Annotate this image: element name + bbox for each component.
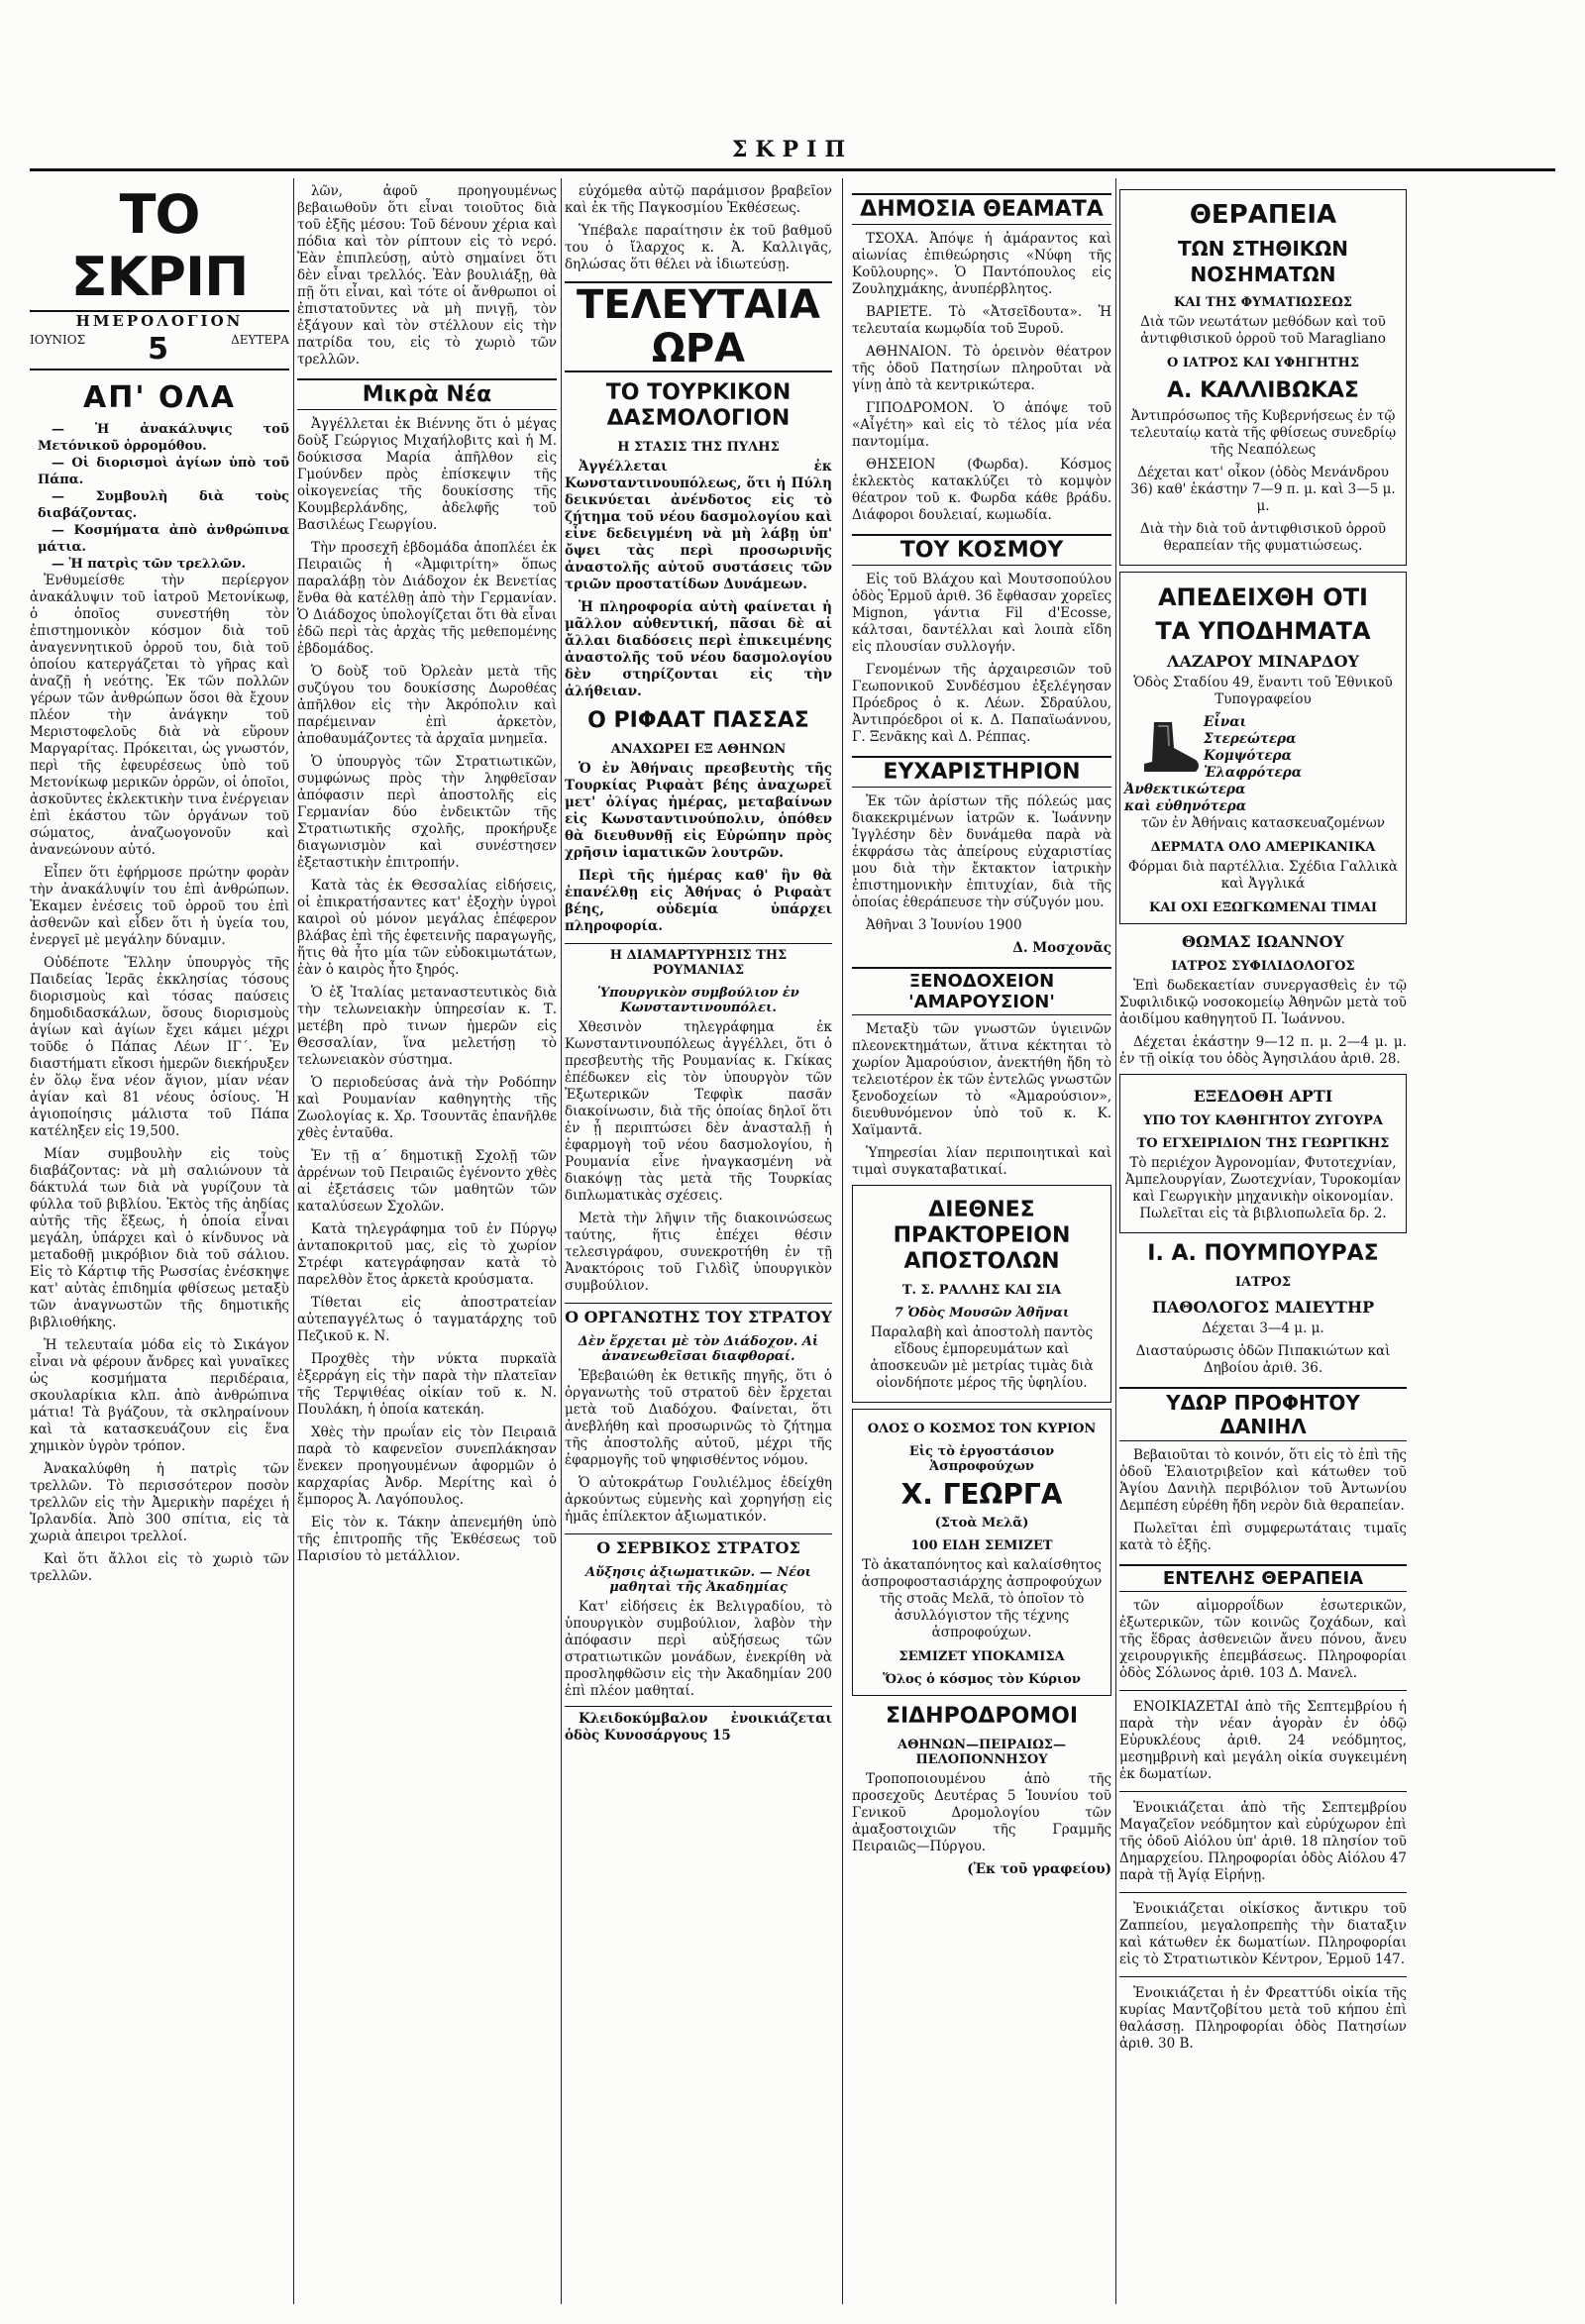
subheadline: ΑΘΗΝΩΝ—ΠΕΙΡΑΙΩΣ—ΠΕΛΟΠΟΝΝΗΣΟΥ xyxy=(897,1738,1066,1767)
letter-date: Ἀθῆναι 3 Ἰουνίου 1900 xyxy=(866,917,1022,933)
column-3 xyxy=(565,183,832,2304)
ad-box xyxy=(1119,189,1407,566)
article-paragraph: Ἐβεβαιώθη ἐκ θετικῆς πηγῆς, ὅτι ὁ ὀργανωτὴς τοῦ στρατοῦ δὲν ἔρχεται μετὰ τοῦ Διαδόχου. Φαίνεται, ὅτι ἀνεβλήθη καὶ προσωρινῶς τὸ ζήτημα τῆς ἀποστολῆς αὐτοῦ, μέχρι τῆς ἐφαρμογῆς τοῦ ψηφισθέντος νόμου. xyxy=(565,1368,832,1468)
ad-title: ΥΔΩΡ ΠΡΟΦΗΤΟΥ ΔΑΝΙΗΛ xyxy=(1119,1387,1407,1441)
ad-title: ΤΩΝ ΣΤΗΘΙΚΩΝ ΝΟΣΗΜΑΤΩΝ xyxy=(1177,237,1349,286)
ad-box xyxy=(1119,572,1407,924)
article-paragraph: Εἶπεν ὅτι ἐφήρμοσε πρώτην φορὰν τὴν ἀνακάλυψίν του ἐπὶ ἀνθρώπων. Ἐκαμεν ἐνέσεις τοῦ ὀρροῦ του ἐπὶ ἀσθενῶν καὶ εἶδεν ὅτι ἡ ὑγεία του, ἐνεργεῖ μὲ μεγάλην δύναμιν. xyxy=(30,865,289,948)
news-item: Ὁ δοὺξ τοῦ Ὀρλεὰν μετὰ τῆς συζύγου του δουκίσσης Δωροθέας ἀπῆλθον εἰς τὴν Ἀκρόπολιν καὶ παρέμειναν ἐπὶ ἀρκετὸν, ἀποθαυμάζοντες τὰ ἀρχαῖα μνημεῖα. xyxy=(297,664,557,747)
article-paragraph: Ὑπέβαλε παραίτησιν ἐκ τοῦ βαθμοῦ του ὁ ἴλαρχος κ. Ἀ. Καλλιγᾶς, δηλώσας ὅτι θέλει νὰ ἰδιωτεύσῃ. xyxy=(565,223,832,272)
ad-feature: Στερεώτερα xyxy=(1204,731,1297,747)
headline: Ο ΟΡΓΑΝΩΤΗΣ ΤΟΥ ΣΤΡΑΤΟΥ xyxy=(565,1303,832,1326)
headline: ΤΕΛΕΥΤΑΙΑ ΩΡΑ xyxy=(565,281,832,372)
ad-text: τῶν ἐν Ἀθήναις κατασκευαζομένων xyxy=(1141,815,1385,831)
running-title: ΣΚΡΙΠ xyxy=(731,137,854,162)
classified: Ἐνοικιάζεται οἰκίσκος ἄντικρυ τοῦ Ζαππείου, μεγαλοπρεπὴς τὴν διαταξιν καὶ κάτωθεν ἐκ δωματίων. Πληροφορίαι εἰς τὸ Στρατιωτικὸν Κέντρον, Ἑρμοῦ 147. xyxy=(1119,1901,1407,1967)
column-rule xyxy=(1115,178,1116,2304)
bullet: — Κοσμήματα ἀπὸ ἀνθρώπινα μάτια. xyxy=(38,523,289,555)
classified-note: Κλειδοκύμβαλον ἐνοικιάζεται ὁδὸς Κυνοσάργους 15 xyxy=(565,1706,832,1744)
article-paragraph: Μίαν συμβουλὴν εἰς τοὺς διαβάζοντας: νὰ μὴ σαλιώνουν τὰ δάκτυλά των διὰ νὰ γυρίζουν τὰ φύλλα τοῦ βιβλίου. Ἐκτὸς τῆς ἀηδίας αὐτῆς τῆς ἕξεως, ἡ ὁποία εἶναι μεγάλη, ὑπάρχει καὶ ὁ κίνδυνος νὰ μεταδοθῇ μικρόβιον διὰ τοῦ σάλιου. Εἰς τὸ Κάρτιφ τῆς Ρωσσίας ἐνέσκηψε κατ' αὐτὰς ἐπιδημία φθίσεως μεταξὺ τῶν ἀναγνωστῶν τῆς δημοτικῆς βιβλιοθήκης. xyxy=(30,1146,289,1330)
ad-text: Δέχεται κατ' οἶκον (ὁδὸς Μενάνδρου 36) καθ' ἑκάστην 7—9 π. μ. καὶ 3—5 μ. μ. xyxy=(1130,465,1396,514)
news-item: Τίθεται εἰς ἀποστρατείαν αὐτεπαγγέλτως ὁ ταγματάρχης τοῦ Πεζικοῦ κ. Ν. xyxy=(297,1295,557,1344)
subheadline: Αὔξησις ἀξιωματικῶν. — Νέοι μαθηταὶ τῆς Ἀκαδημίας xyxy=(585,1565,811,1595)
ad-subtitle: Εἰς τὸ ἐργοστάσιον Ἀσπροφούχων xyxy=(908,1444,1055,1474)
notice: Τροποποιουμένου ἀπὸ τῆς προσεχοῦς Δευτέρας 5 Ἰουνίου τοῦ Γενικοῦ Δρομολογίου τῶν ἀμαξοστοιχιῶν τῆς Γραμμῆς Πειραιῶς—Πύργου. xyxy=(852,1771,1111,1854)
ad-text: Ὑπηρεσίαι λίαν περιποιητικαὶ καὶ τιμαὶ συγκαταβατικαί. xyxy=(852,1145,1111,1178)
news-item: Κατὰ τηλεγράφημα τοῦ ἐν Πύργῳ ἀνταποκριτοῦ μας, εἰς τὸ χωρίον Στρέφι κατεγράφησαν κατὰ τὸ παρελθὸν ἔτος ἀρκετὰ κρούσματα. xyxy=(297,1221,557,1288)
ad-title: ΕΝΤΕΛΗΣ ΘΕΡΑΠΕΙΑ xyxy=(1119,1564,1407,1592)
column-1 xyxy=(30,183,289,2304)
top-rule xyxy=(30,168,1555,171)
ad-text: Ἀντιπρόσωπος τῆς Κυβερνήσεως ἐν τῷ τελευταίῳ κατὰ τῆς φθίσεως συνεδρίῳ τῆς Νεαπόλεως xyxy=(1129,408,1397,458)
ad-title: ΘΩΜΑΣ ΙΩΑΝΝΟΥ xyxy=(1182,932,1344,951)
ad-text: Διὰ τὴν διὰ τοῦ ἀντιφθισικοῦ ὀρροῦ θεραπείαν τῆς φυματιώσεως. xyxy=(1139,521,1387,554)
ad-name: ΛΑΖΑΡΟΥ ΜΙΝΑΡΔΟΥ xyxy=(1167,652,1359,671)
headline: Ο ΣΕΡΒΙΚΟΣ ΣΤΡΑΤΟΣ xyxy=(565,1533,832,1557)
masthead-subtitle: ΗΜΕΡΟΛΟΓΙΟΝ xyxy=(75,312,244,330)
bullet: — Ἡ πατρὶς τῶν τρελλῶν. xyxy=(52,557,247,572)
ad-title: ΘΕΡΑΠΕΙΑ xyxy=(1189,200,1337,230)
listing: ΒΑΡΙΕΤΕ. Τὸ «Ἀτσεῖδουτα». Ἡ τελευταία κωμῳδία τοῦ Ξυροῦ. xyxy=(852,304,1111,337)
ad-tagline: Ὅλος ὁ κόσμος τὸν Κύριον xyxy=(883,1672,1081,1687)
column-rule xyxy=(293,178,294,2304)
ad-subtitle: ΚΑΙ ΤΗΣ ΦΥΜΑΤΙΩΣΕΩΣ xyxy=(1174,295,1352,310)
news-item: Χθὲς τὴν πρωΐαν εἰς τὸν Πειραιᾶ παρὰ τὸ καφενεῖον συνεπλάκησαν ἕνεκεν προηγουμένων ἀφορμῶν ὁ καρχαρίας Ἀνδρ. Μερίτης καὶ ὁ ἔμπορος Ἀ. Λαγόπουλος. xyxy=(297,1425,557,1508)
article-paragraph: Ἀνακαλύφθη ἡ πατρὶς τῶν τρελλῶν. Τὸ περισσότερον ποσὸν τρελλῶν εἰς τὴν Ἀμερικὴν παρέχει ἡ Ἰρλανδία. Ἀπὸ 300 σπίτια, εἰς τὰ χωριὰ ἀπειροι τρελλοί. xyxy=(30,1461,289,1544)
bullet: — Συμβουλὴ διὰ τοὺς διαβάζοντας. xyxy=(38,489,289,521)
news-item: Εἰς τὸν κ. Τάκην ἀπενεμήθη ὑπὸ τῆς ἐπιτροπῆς τῆς Ἐκθέσεως τοῦ Παρισίου τὸ μετάλλιον. xyxy=(297,1515,557,1564)
subheadline: ΑΝΑΧΩΡΕΙ ΕΞ ΑΘΗΝΩΝ xyxy=(610,742,787,757)
ad-text: Διασταύρωσις ὁδῶν Πιπακιώτων καὶ Δηβοίου ἀριθ. 36. xyxy=(1135,1343,1391,1376)
ad-text: Τὸ περιέχον Ἀγρονομίαν, Φυτοτεχνίαν, Ἀμπελουργίαν, Ζωοτεχνίαν, Τυροκομίαν καὶ Γεωργικὴν μηχανικὴν οἰκονομίαν. Πωλεῖται εἰς τὰ βιβλιοπωλεῖα δρ. 2. xyxy=(1124,1155,1402,1221)
section-title: ΤΟΥ ΚΟΣΜΟΥ xyxy=(852,534,1111,566)
ad-title: ΕΞΕΔΟΘΗ ΑΡΤΙ xyxy=(1193,1087,1333,1106)
article-paragraph: Ἐνθυμείσθε τὴν περίεργον ἀνακάλυψιν τοῦ ἰατροῦ Μετονίκωφ, ὁ ὁποῖος συνεστήθη τὸν ἐπιστημονικὸν κόσμον διὰ τοῦ ἀναγεννητικοῦ ὀρροῦ του, διὰ τοῦ ὁποίου κατεργάζεται τὸ γῆρας καὶ ἀναζῇ ἡ νεότης. Ἐκ τῶν πολλῶν γέρων τῶν ἀνθρώπων ὅσοι θὰ ἔχουν πλέον τὴν ἀνάγκην τοῦ Μεριστοφελοῦς διὰ νὰ εὕρουν Μαργαρίτας. Πρόκειται, ὡς γνωστόν, περὶ τῆς ἐφευρέσεως ὑπὸ τοῦ Μετονίκωφ μερικῶν ὀρρῶν, οἱ ὁποῖοι, ἀσκοῦντες ἐκλεκτικὴν τινα ἐνέργειαν ἐπὶ ἑκάστου τῶν ὀργάνων τοῦ σώματος, ἀναζωογονοῦν καὶ ἀνανεώνουν αὐτό. xyxy=(30,573,289,858)
divider xyxy=(1119,1690,1407,1691)
ad-feature: Ἐλαφρότερα xyxy=(1204,765,1303,781)
signature: Δ. Μοσχονᾶς xyxy=(1012,940,1111,956)
ad-text: Πωλεῖται ἐπὶ συμφερωτάταις τιμαῖς κατὰ τὸ ἑξῆς. xyxy=(1119,1521,1407,1553)
ad-text: Βεβαιοῦται τὸ κοινόν, ὅτι εἰς τὸ ἐπὶ τῆς ὁδοῦ Ἐλαιοτριβεῖον καὶ κάτωθεν τοῦ Ἁγίου Δανιὴλ περιβόλιον τοῦ Ἀντωνίου Δεμπέση εὑρέθη ἤδη νερὸν διὰ θεραπείαν. xyxy=(1119,1447,1407,1514)
classified: ΕΝΟΙΚΙΑΖΕΤΑΙ ἀπὸ τῆς Σεπτεμβρίου ἡ παρὰ τὴν νέαν ἀγορὰν ἐν ὁδῷ Εὐρυκλέους ἀριθ. 24 νεόδμητος, μεσημβρινὴ καὶ μεγάλη οἰκία συγκειμένη ἐκ δωματίων. xyxy=(1119,1699,1407,1782)
ad-address: Ὁδὸς Σταδίου 49, ἔναντι τοῦ Ἐθνικοῦ Τυπογραφείου xyxy=(1133,675,1393,707)
ad-text: Παραλαβὴ καὶ ἀποστολὴ παντὸς εἴδους ἐμπορευμάτων καὶ ἀποσκευῶν μὲ μετρίας τιμὰς διὰ οἱονδήποτε μέρος τῆς ὑφηλίου. xyxy=(870,1324,1094,1391)
ad-text: Ἐπὶ δωδεκαετίαν συνεργασθεὶς ἐν τῷ Συφιλιδικῷ νοσοκομείῳ Ἀθηνῶν μετὰ τοῦ ἀοιδίμου καθηγητοῦ Π. Ἰωάννου. xyxy=(1119,978,1407,1027)
classified: Ἐνοικιάζεται ἀπὸ τῆς Σεπτεμβρίου Μαγαζεῖον νεόδμητον καὶ εὐρύχωρον ἐπὶ τῆς ὁδοῦ Αἰόλου ὑπ' ἀριθ. 18 πλησίον τοῦ Δημαρχείου. Πληροφορίαι ὁδὸς Αἰόλου 47 παρὰ τῇ Ἁγίᾳ Εἰρήνῃ. xyxy=(1119,1800,1407,1883)
column-rule xyxy=(842,178,843,2304)
article-paragraph: Ὁ ἐν Ἀθήναις πρεσβευτὴς τῆς Τουρκίας Ριφαὰτ βέης ἀναχωρεῖ μετ' ὀλίγας ἡμέρας, μεταβαίνων εἰς Κωνσταντινούπολιν, ὁπόθεν θὰ διευθυνθῇ εἰς Εὐρώπην πρὸς χρῆσιν ἰαματικῶν λουτρῶν. xyxy=(565,761,832,861)
listing: ΓΙΠΟΔΡΟΜΟΝ. Ὁ ἀπόψε τοῦ «Αἶγέτη» καὶ εἰς τὸ τέλος μία νέα παντομίμα. xyxy=(852,400,1111,450)
listing: Γενομένων τῆς ἀρχαιρεσιῶν τοῦ Γεωπονικοῦ Συνδέσμου ἐξελέγησαν Πρόεδρος ὁ κ. Λέων. Σδραύλου, Ἀντιπρόεδροι οἱ κ. Δ. Παπαϊωάννου, Γ. Ξενᾶκης καὶ Δ. Ρέππας. xyxy=(852,662,1111,745)
section-title: ΞΕΝΟΔΟΧΕΙΟΝ 'ΑΜΑΡΟΥΣΙΟΝ' xyxy=(852,967,1111,1015)
ad-feature: καὶ εὐθηνότερα xyxy=(1124,798,1247,814)
article-paragraph: Ἡ πληροφορία αὐτὴ φαίνεται ἡ μᾶλλον αὐθεντική, πᾶσαι δὲ αἱ ἄλλαι διαδόσεις περὶ ἐπικειμένης ἀναστολῆς τοῦ νέου δασμολογίου δὲν στηρίζονται εἰς τὴν ἀλήθειαν. xyxy=(565,599,832,699)
section-title: ΕΥΧΑΡΙΣΤΗΡΙΟΝ xyxy=(852,756,1111,788)
column-rule xyxy=(561,178,562,2304)
news-item: Ἐν τῇ α΄ δημοτικῇ Σχολῇ τῶν ἀρρένων τοῦ Πειραιῶς ἐγένοντο χθὲς αἱ ἐξετάσεις τῶν μαθητῶν τῶν καταλύσεων Σχολῶν. xyxy=(297,1148,557,1215)
ad-subtitle: ΤΟ ΕΓΧΕΙΡΙΔΙΟΝ ΤΗΣ ΓΕΩΡΓΙΚΗΣ xyxy=(1136,1136,1390,1151)
article-paragraph: Κατ' εἰδήσεις ἐκ Βελιγραδίου, τὸ ὑπουργικὸν συμβούλιον, λαβὸν τὴν ἀπόφασιν περὶ αὐξήσεως τῶν στρατιωτικῶν μονάδων, ἐνεκρίθη νὰ προσληφθῶσιν εἰς τὴν Ἀκαδημίαν 200 ἐπὶ πλέον μαθηταί. xyxy=(565,1599,832,1699)
listing: ΤΣΟΧΑ. Ἀπόψε ἡ ἀμάραντος καὶ αἰωνίας ἐπιθεώρησις «Νύφη τῆς Κοῦλουρης». Ὁ Παντόπουλος εἰς Ζουληχμάκης, ἀνυπέρβλητος. xyxy=(852,231,1111,297)
divider xyxy=(1119,1892,1407,1893)
article-paragraph: Μετὰ τὴν λῆψιν τῆς διακοινώσεως ταύτης, ἥτις ἐπέχει θέσιν τελεσιγράφου, συνεκροτήθη ἐν τῇ Ἀνακτόροις τοῦ Γιλδὶζ ὑπουργικὸν συμβούλιον. xyxy=(565,1211,832,1294)
news-item: Ἀγγέλλεται ἐκ Βιέννης ὅτι ὁ μέγας δοὺξ Γεώργιος Μιχαήλοβιτς καὶ ἡ Μ. δούκισσα Μαρία ἀπῆλθον εἰς Γμούνδεν πρὸς ἐπίσκεψιν τῆς οἰκογενείας τῆς δουκίσσης τῆς Κουμβερλάνδης, ἀδελφῆς τοῦ Βασιλέως Γεωργίου. xyxy=(297,416,557,533)
ad-address: 7 Ὁδὸς Μουσῶν Ἀθῆναι xyxy=(894,1306,1070,1320)
column-5 xyxy=(1119,183,1407,2304)
date-month: ΙΟΥΝΙΟΣ xyxy=(30,333,86,347)
classified: Ἐνοικιάζεται ἡ ἐν Φρεαττύδι οἰκία τῆς κυρίας Μαντζοβίτου μετὰ τοῦ κήπου ἐπὶ θαλάσσῃ. Πληροφορίαι ὁδὸς Πατησίων ἀριθ. 30 Β. xyxy=(1119,1985,1407,2052)
ad-name: Ι. Α. ΠΟΥΜΠΟΥΡΑΣ xyxy=(1147,1241,1379,1266)
column-2 xyxy=(297,183,557,2304)
headline: Ο ΡΙΦΑΑΤ ΠΑΣΣΑΣ xyxy=(587,708,809,733)
article-paragraph: Οὐδέποτε Ἕλλην ὑπουργὸς τῆς Παιδείας Ἱερᾶς ἐκκλησίας τόσους διορισμοὺς καὶ τόσας παύσεις δημοδιδασκάλων, ὅσους διορισμοὺς ἁγίων καὶ ἁγίων ἔχει κάμει μέχρι τοῦδε ὁ Πάπας Λέων ΙΓ΄. Ἐν διαστήματι εἴκοσι ἡμερῶν διεκήρυξεν ἐν ὅλῳ ἕνα νέον ἅγιον, μίαν νέαν ἁγίαν καὶ 81 νέους ὁσίους. Ἡ ἁγιοποίησις μάλιστα τοῦ Πάπα κατέληξεν εἰς 19,500. xyxy=(30,955,289,1139)
ad-feature: Εἶναι xyxy=(1204,714,1247,730)
ad-text: Δέχεται 3—4 μ. μ. xyxy=(1202,1320,1324,1336)
ad-subtitle: Τ. Σ. ΡΑΛΛΗΣ ΚΑΙ ΣΙΑ xyxy=(901,1283,1062,1298)
news-item: Κατὰ τὰς ἐκ Θεσσαλίας εἰδήσεις, οἱ ἐπικρατήσαντες κατ' ἐξοχὴν ὑγροὶ καιροὶ οὐ μόνον μεγάλας ἐπέφερον βλάβας ἐπὶ τῆς ἐφετεινῆς παραγωγῆς, ἥτις θὰ ἦτο μία τῶν εὐδοκιμωτάτων, ἐὰν ὁ καιρὸς ἦτο ξηρός. xyxy=(297,878,557,978)
divider xyxy=(1119,1791,1407,1792)
boot-icon xyxy=(1134,718,1204,778)
ad-tagline: 100 ΕΙΔΗ ΣΕΜΙΖΕΤ xyxy=(910,1538,1053,1553)
listing: Εἰς τοῦ Βλάχου καὶ Μουτσοπούλου ὁδὸς Ἑρμοῦ ἀριθ. 36 ἔφθασαν χορεῖες Mignon, γάντια Fil d'Ecosse, κάλτσαι, δαντέλλαι καὶ λοιπὰ εἴδη εἰς πλουσίαν συλλογήν. xyxy=(852,572,1111,655)
divider xyxy=(1119,1976,1407,1977)
ad-text: Μεταξὺ τῶν γνωστῶν ὑγιεινῶν πλεονεκτημάτων, ἅτινα κέκτηται τὸ χωρίον Ἀμαρούσιον, ἀνεκτήθη ἤδη τὸ τελειοτέρον ἐκ τῶν ἐντελῶς γνωστῶν ξενοδοχείων τὸ «Ἀμαρούσιον», διευθυνόμενον ὑπὸ τοῦ κ. Κ. Χαϊμαντᾶ. xyxy=(852,1021,1111,1138)
ad-subtitle: ΙΑΤΡΟΣ xyxy=(1234,1275,1292,1290)
headline: Η ΔΙΑΜΑΡΤΥΡΗΣΙΣ ΤΗΣ ΡΟΥΜΑΝΙΑΣ xyxy=(565,943,832,978)
ad-box xyxy=(852,1185,1111,1403)
news-item: Ὁ ἐξ Ἰταλίας μεταναστευτικὸς διὰ τὴν τελωνειακὴν ὑπηρεσίαν κ. Τ. μετέβη πρὸ τινων ἡμερῶν εἰς Θεσσαλίαν, ἵνα μελετήσῃ τὸ τελωνειακὸν σύστημα. xyxy=(297,985,557,1068)
ad-subtitle: ΚΑΙ ΟΧΙ ΕΞΩΓΚΩΜΕΝΑΙ ΤΙΜΑΙ xyxy=(1149,900,1377,915)
section-title: Μικρὰ Νέα xyxy=(297,378,557,410)
bullet: — Ἡ ἀνακάλυψις τοῦ Μετόνικοῦ ὀρρομόθου. xyxy=(38,422,289,454)
article-paragraph: λῶν, ἀφοῦ προηγουμένως βεβαιωθοῦν ὅτι εἶναι τοιοῦτος διὰ τοῦ ἑξῆς μέσου: Τοῦ δένουν χέρια καὶ πόδια καὶ τὸν ρίπτουν εἰς τὸ νερό. Ἐὰν ἐπιπλεύσῃ, αὐτὸ σημαίνει ὅτι δὲν εἶναι τρελλός. Ἐὰν βουλιάξῃ, θὰ πῇ ὅτι εἶναι, καὶ τότε οἱ ἄνθρωποι οἱ ἐπιστατοῦντες νὰ μὴ πνιγῇ, τὸν ἐξάγουν καὶ τὸν στέλλουν εἰς τὴν πατρίδα του, εἰς τὸ χωριὸ τῶν τρελλῶν. xyxy=(297,183,557,368)
subheadline: Δὲν ἔρχεται μὲ τὸν Διάδοχον. Αἱ ἀνανεωθεῖσαι διαφθοραί. xyxy=(578,1334,819,1364)
ad-subtitle: ΥΠΟ ΤΟΥ ΚΑΘΗΓΗΤΟΥ ΖΥΓΟΥΡΑ xyxy=(1143,1113,1383,1128)
ad-feature: Ἀνθεκτικώτερα xyxy=(1124,782,1246,797)
ad-text: Φόρμαι διὰ παρτέλλια. Σχέδια Γαλλικὰ καὶ Ἀγγλικά xyxy=(1128,859,1398,892)
ad-subtitle: ΙΑΤΡΟΣ ΣΥΦΙΛΙΔΟΛΟΓΟΣ xyxy=(1171,959,1355,974)
headline: ΤΟ ΤΟΥΡΚΙΚΟΝ ΔΑΣΜΟΛΟΓΙΟΝ xyxy=(605,380,792,431)
letter: Ἐκ τῶν ἀρίστων τῆς πόλεώς μας διακεκριμένων ἰατρῶν κ. Ἰωάννην Ἰγγλέσην δὲν δυνάμεθα παρὰ νὰ ἐκφράσω τὰς ἀπείρους εὐχαριστίας μου διὰ τὴν ἔκτακτον ἰατρικὴν ἐπιστημονικὴν ἐπιτυχίαν, διὰ τῆς ὁποίας ἐθεράπευσε τὴν σύζυγόν μου. xyxy=(852,793,1111,910)
article-paragraph: Καὶ ὅτι ἄλλοι εἰς τὸ χωριὸ τῶν τρελλῶν. xyxy=(30,1551,289,1584)
section-title: ΣΙΔΗΡΟΔΡΟΜΟΙ xyxy=(885,1704,1079,1729)
ad-title: ΔΙΕΘΝΕΣ ΠΡΑΚΤΟΡΕΙΟΝ ΑΠΟΣΤΟΛΩΝ xyxy=(893,1198,1071,1274)
ad-feature: Κομψότερα xyxy=(1204,748,1292,764)
section-title: ΔΗΜΟΣΙΑ ΘΕΑΜΑΤΑ xyxy=(852,193,1111,225)
bullet: — Οἱ διορισμοὶ ἁγίων ὑπὸ τοῦ Πάπα. xyxy=(38,456,289,487)
ad-text: Διὰ τῶν νεωτάτων μεθόδων καὶ τοῦ ἀντιφθισικοῦ ὀρροῦ τοῦ Maragliano xyxy=(1140,314,1386,347)
ad-box xyxy=(852,1409,1111,1696)
news-item: Τὴν προσεχῆ ἑβδομάδα ἀποπλέει ἐκ Πειραιῶς ἡ «Ἀμφιτρίτη» ὅπως παραλάβῃ τὸν Διάδοχον ἐκ Βενετίας ἔνθα θὰ κατέλθῃ ἀπὸ τὴν Γερμανίαν. Ὁ Διάδοχος ὑπολογίζεται ὅτι θὰ εἶναι ἐδῶ περὶ τὰς ἀρχὰς τῆς μεθεπομένης ἑβδομάδος. xyxy=(297,540,557,657)
ad-title: ΤΑ ΥΠΟΔΗΜΑΤΑ xyxy=(1155,617,1371,645)
ad-box xyxy=(1119,1074,1407,1233)
notice-source: (Ἐκ τοῦ γραφείου) xyxy=(967,1861,1111,1877)
news-item: Ὁ περιοδεύσας ἀνὰ τὴν Ροδόπην καὶ Ρουμανίαν καθηγητὴς τῆς Ζωολογίας κ. Χρ. Τσουντᾶς ἐπανῆλθε χθὲς ἐνταῦθα. xyxy=(297,1075,557,1141)
dateline xyxy=(30,330,289,370)
ad-text: Δέχεται ἑκάστην 9—12 π. μ. 2—4 μ. μ. ἐν τῇ οἰκίᾳ του ὁδὸς Ἀγησιλάου ἀριθ. 28. xyxy=(1119,1034,1407,1067)
listing: ΑΘΗΝΑΙΟΝ. Τὸ ὁρεινὸν θέατρον τῆς ὁδοῦ Πατησίων πληροῦται νὰ γίνῃ ἀπὸ τὰ κεντρικώτερα. xyxy=(852,344,1111,393)
ad-name: Χ. ΓΕΩΡΓΑ xyxy=(900,1478,1063,1511)
ad-name: Α. ΚΑΛΛΙΒΩΚΑΣ xyxy=(1167,378,1359,403)
date-weekday: ΔΕΥΤΕΡΑ xyxy=(231,333,289,347)
article-paragraph: Χθεσινὸν τηλεγράφημα ἐκ Κωνσταντινουπόλεως ἀγγέλλει, ὅτι ὁ πρεσβευτὴς τῆς Ρουμανίας κ. Γκίκας ἐπέδωκεν εἰς τὸν ὑπουργὸν τῶν Ἐξωτερικῶν Τεφφὶκ πασᾶν διακοίνωσιν, διὰ τῆς ὁποίας δηλοῖ ὅτι ἐν ᾗ περιπτώσει δὲν ἀνασταλῇ ἡ ἐφαρμογὴ τοῦ νέου δασμολογίου, ἡ Ρουμανία εἶνε ἠναγκασμένη νὰ διακόψῃ τὰς μετὰ τῆς Τουρκίας διπλωματικὰς σχέσεις. xyxy=(565,1019,832,1204)
ad-address: (Στοὰ Μελᾶ) xyxy=(934,1516,1029,1531)
article-paragraph: Περὶ τῆς ἡμέρας καθ' ἣν θὰ ἐπανέλθῃ εἰς Ἀθήνας ὁ Ριφαὰτ βέης, οὐδεμία ὑπάρχει πληροφορία. xyxy=(565,868,832,934)
news-item: Προχθὲς τὴν νύκτα πυρκαϊὰ ἐξερράγη εἰς τὴν παρὰ τὴν πλατεῖαν τῆς Τερψιθέας οἰκίαν τοῦ κ. Ν. Πουλάκη, ἡ ὁποία κατεκάη. xyxy=(297,1351,557,1418)
subheadline: Η ΣΤΑΣΙΣ ΤΗΣ ΠΥΛΗΣ xyxy=(617,440,780,455)
ad-text: τῶν αἱμορροΐδων ἐσωτερικῶν, ἐξωτερικῶν, τῶν κοινῶς ζοχάδων, καὶ τῆς ἕδρας ἀσθενειῶν ἄνευ πόνου, ἄνευ χειρουργικῆς ἐπεμβάσεως. Πληροφορίαι ὁδὸς Σόλωνος ἀριθ. 103 Δ. Μανελ. xyxy=(1119,1598,1407,1681)
ad-subtitle: Ο ΙΑΤΡΟΣ ΚΑΙ ΥΦΗΓΗΤΗΣ xyxy=(1166,356,1360,370)
ad-tagline: ΣΕΜΙΖΕΤ ΥΠΟΚΑΜΙΣΑ xyxy=(898,1649,1065,1664)
news-item: Ὁ ὑπουργὸς τῶν Στρατιωτικῶν, συμφώνως πρὸς τὴν ληφθεῖσαν ἀπόφασιν περὶ ἀποστολῆς εἰς Γερμανίαν δύο ἐνδεικτῶν τῆς Στρατιωτικῆς σχολῆς, προκήρυξε διαγωνισμὸν καὶ συνέστησεν ἐξεταστικὴν ἐπιτροπήν. xyxy=(297,754,557,871)
section-title: ΑΠ' ΟΛΑ xyxy=(83,380,236,415)
masthead-title: ΤΟ ΣΚΡΙΠ xyxy=(30,183,289,312)
ad-title: ΑΠΕΔΕΙΧΘΗ ΟΤΙ xyxy=(1157,583,1368,611)
ad-text: Τὸ ἀκαταπόνητος καὶ καλαίσθητος ἀσπροφοστασιάρχης ἀσπροφούχων τῆς στοᾶς Μελᾶ, τὸ ὁποῖον τὸ ἀσυλλόγιστον τῆς τέχνης ἀσπροφούχων. xyxy=(861,1557,1103,1640)
article-paragraph: Ὁ αὐτοκράτωρ Γουλιέλμος ἐδείχθη ἀρκούντως εὐμενὴς καὶ χορηγήσῃ εἰς ἡμᾶς ἐπίλεκτον ἀξιωματικόν. xyxy=(565,1475,832,1525)
article-paragraph: Ἀγγέλλεται ἐκ Κωνσταντινουπόλεως, ὅτι ἡ Πύλη δεικνύεται ἀνένδοτος εἰς τὸ ζήτημα τοῦ νέου δασμολογίου καὶ εἶνε δεδειγμένη νὰ μὴ λάβῃ ὑπ' ὄψει τὰς περὶ προσωρινῆς ἀναστολῆς αὐτοῦ συστάσεις τῶν τριῶν προστατίδων Δυνάμεων. xyxy=(565,459,832,592)
article-paragraph: εὐχόμεθα αὐτῷ παράμισον βραβεῖον καὶ ἐκ τῆς Παγκοσμίου Ἐκθέσεως. xyxy=(565,183,832,216)
column-4 xyxy=(852,183,1111,2304)
article-paragraph: Ἡ τελευταία μόδα εἰς τὸ Σικάγον εἶναι νὰ φέρουν ἄνδρες καὶ γυναῖκες ὡς κοσμήματα περιδέραια, σκουλαρίκια κλπ. ἀπὸ ἀνθρώπινα μάτια! Τὰ βγάζουν, τὰ σκληραίνουν καὶ τὰ κατασκευάζουν εἰς ἕνα χημικὸν ὑγρὸν τρόπον. xyxy=(30,1337,289,1454)
ad-title: ΟΛΟΣ Ο ΚΟΣΜΟΣ ΤΟΝ ΚΥΡΙΟΝ xyxy=(867,1422,1097,1436)
ad-subtitle: ΔΕΡΜΑΤΑ ΟΛΟ ΑΜΕΡΙΚΑΝΙΚΑ xyxy=(1150,840,1376,855)
date-day: 5 xyxy=(148,332,169,367)
ad-subtitle: ΠΑΘΟΛΟΓΟΣ ΜΑΙΕΥΤΗΡ xyxy=(1151,1298,1375,1317)
listing: ΘΗΣΕΙΟΝ (Φωρδα). Κόσμος ἐκλεκτὸς κατακλύζει τὸ κομψὸν θέατρον τοῦ κ. Φωρδα κάθε βράδυ. Διάφοροι δουλειαί, κωμωδία. xyxy=(852,457,1111,523)
subheadline: Ὑπουργικὸν συμβούλιον ἐν Κωνσταντινουπόλει. xyxy=(597,986,799,1015)
